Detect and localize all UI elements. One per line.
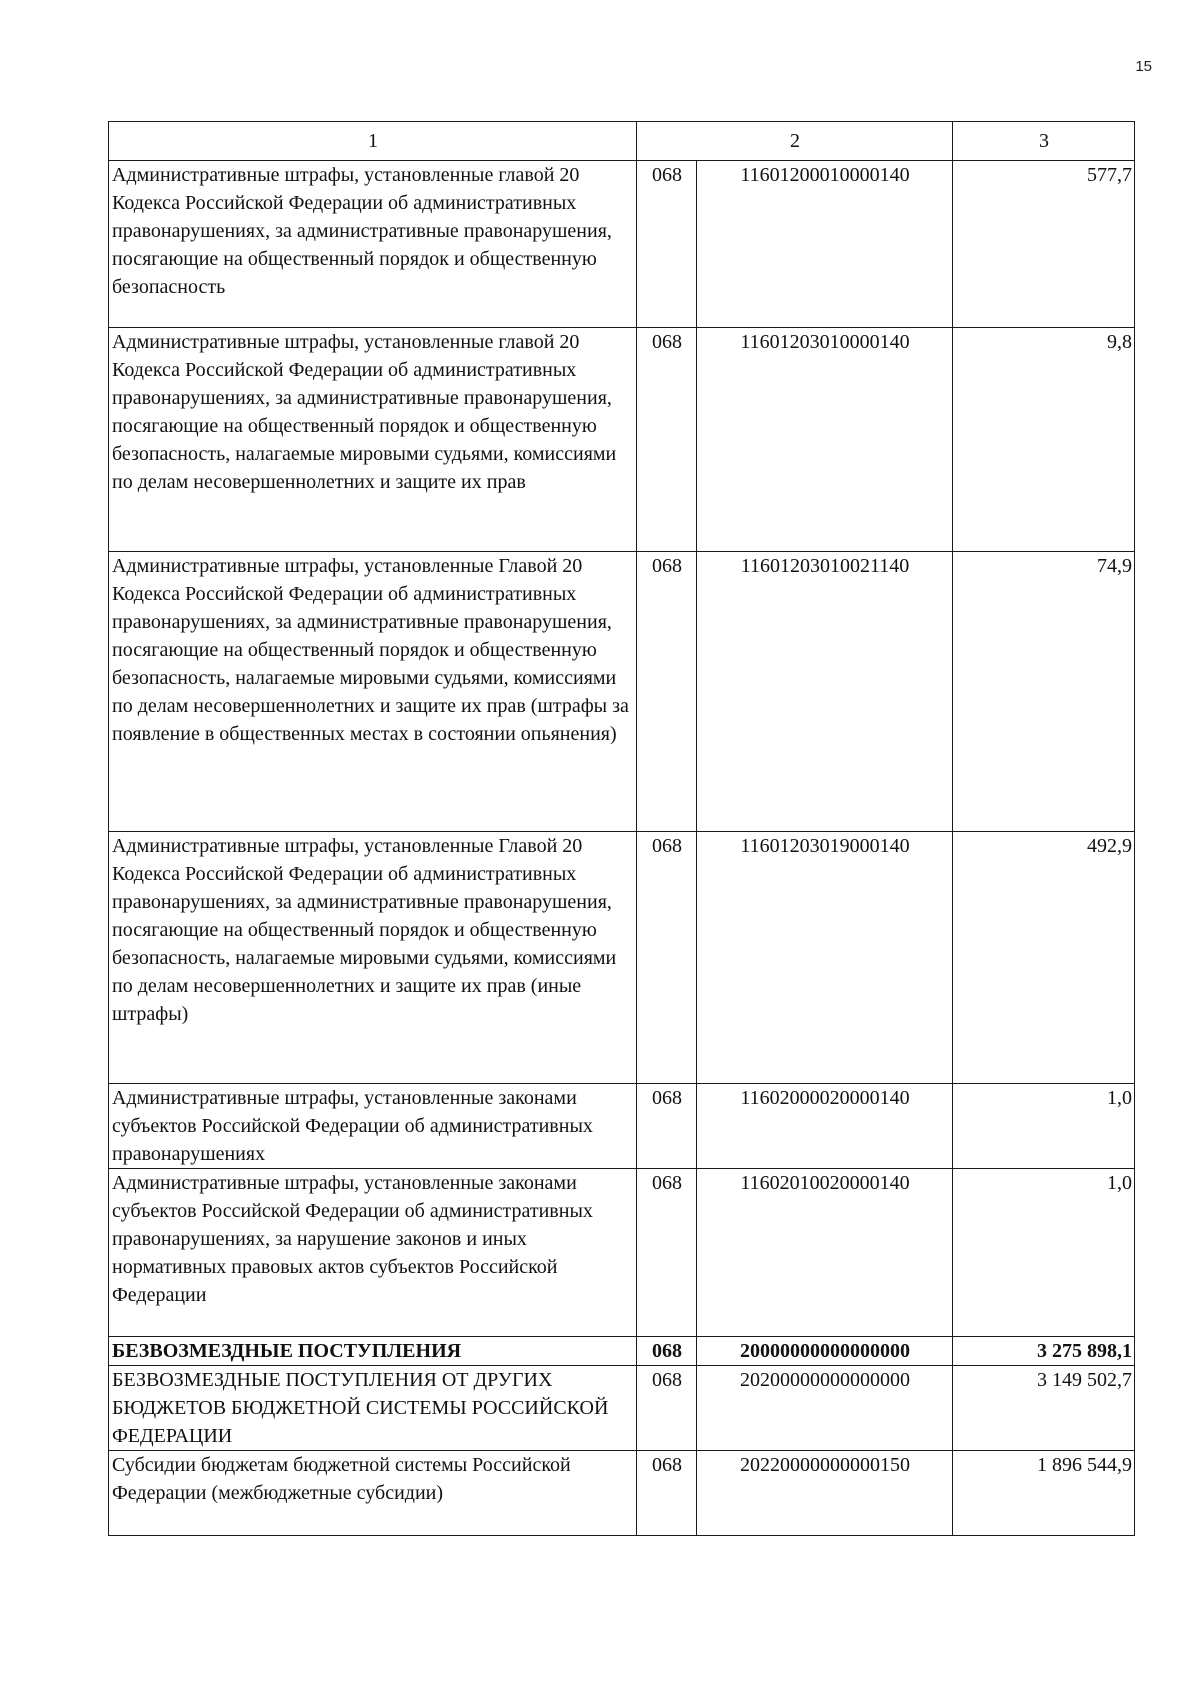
row-amount: 492,9 xyxy=(953,832,1135,1084)
row-name: Административные штрафы, установленные Главой 20 Кодекса Российской Федерации об административных правонарушениях, за административные правонарушения, посягающие на общественный порядок и общественную безопасность, налагаемые мировыми судьями, комиссиями по делам несовершеннолетних и защите их прав (штрафы за появление в общественных местах в состоянии опьянения) xyxy=(109,552,637,832)
column-header-2: 2 xyxy=(637,122,953,161)
row-name: Административные штрафы, установленные главой 20 Кодекса Российской Федерации об административных правонарушениях, за административные правонарушения, посягающие на общественный порядок и общественную безопасность, налагаемые мировыми судьями, комиссиями по делам несовершеннолетних и защите их прав xyxy=(109,328,637,552)
row-admin-code: 068 xyxy=(637,1451,697,1536)
row-budget-code: 11601203010021140 xyxy=(697,552,953,832)
table-row xyxy=(109,1169,1135,1337)
row-amount: 577,7 xyxy=(953,161,1135,328)
row-name: Административные штрафы, установленные законами субъектов Российской Федерации об административных правонарушениях, за нарушение законов и иных нормативных правовых актов субъектов Российской Федерации xyxy=(109,1169,637,1337)
row-budget-code: 11601203010000140 xyxy=(697,328,953,552)
row-admin-code: 068 xyxy=(637,328,697,552)
row-admin-code: 068 xyxy=(637,1366,697,1451)
row-name: Административные штрафы, установленные законами субъектов Российской Федерации об административных правонарушениях xyxy=(109,1084,637,1169)
row-budget-code: 20000000000000000 xyxy=(697,1337,953,1366)
row-budget-code: 11601200010000140 xyxy=(697,161,953,328)
row-name: БЕЗВОЗМЕЗДНЫЕ ПОСТУПЛЕНИЯ xyxy=(109,1337,637,1366)
column-header-3: 3 xyxy=(953,122,1135,161)
table-header-row xyxy=(109,122,1135,161)
row-budget-code: 20200000000000000 xyxy=(697,1366,953,1451)
row-amount: 1,0 xyxy=(953,1169,1135,1337)
row-amount: 3 149 502,7 xyxy=(953,1366,1135,1451)
row-name: Субсидии бюджетам бюджетной системы Российской Федерации (межбюджетные субсидии) xyxy=(109,1451,637,1536)
row-budget-code: 11602000020000140 xyxy=(697,1084,953,1169)
table-row xyxy=(109,1366,1135,1451)
row-amount: 74,9 xyxy=(953,552,1135,832)
row-admin-code: 068 xyxy=(637,832,697,1084)
row-admin-code: 068 xyxy=(637,1337,697,1366)
row-name: БЕЗВОЗМЕЗДНЫЕ ПОСТУПЛЕНИЯ ОТ ДРУГИХ БЮДЖЕТОВ БЮДЖЕТНОЙ СИСТЕМЫ РОССИЙСКОЙ ФЕДЕРАЦИИ xyxy=(109,1366,637,1451)
row-admin-code: 068 xyxy=(637,552,697,832)
table-row xyxy=(109,161,1135,328)
revenue-table xyxy=(108,121,1135,1536)
row-name: Административные штрафы, установленные главой 20 Кодекса Российской Федерации об административных правонарушениях, за административные правонарушения, посягающие на общественный порядок и общественную безопасность xyxy=(109,161,637,328)
table-row xyxy=(109,552,1135,832)
row-admin-code: 068 xyxy=(637,1169,697,1337)
page-number: 15 xyxy=(1135,58,1152,75)
row-admin-code: 068 xyxy=(637,161,697,328)
row-amount: 1 896 544,9 xyxy=(953,1451,1135,1536)
row-budget-code: 11602010020000140 xyxy=(697,1169,953,1337)
column-header-1: 1 xyxy=(109,122,637,161)
row-admin-code: 068 xyxy=(637,1084,697,1169)
row-name: Административные штрафы, установленные Главой 20 Кодекса Российской Федерации об административных правонарушениях, за административные правонарушения, посягающие на общественный порядок и общественную безопасность, налагаемые мировыми судьями, комиссиями по делам несовершеннолетних и защите их прав (иные штрафы) xyxy=(109,832,637,1084)
row-amount: 3 275 898,1 xyxy=(953,1337,1135,1366)
table-row xyxy=(109,1084,1135,1169)
row-budget-code: 11601203019000140 xyxy=(697,832,953,1084)
row-amount: 1,0 xyxy=(953,1084,1135,1169)
row-budget-code: 20220000000000150 xyxy=(697,1451,953,1536)
table-row-total xyxy=(109,1337,1135,1366)
table-row xyxy=(109,1451,1135,1536)
row-amount: 9,8 xyxy=(953,328,1135,552)
table-row xyxy=(109,328,1135,552)
table-row xyxy=(109,832,1135,1084)
